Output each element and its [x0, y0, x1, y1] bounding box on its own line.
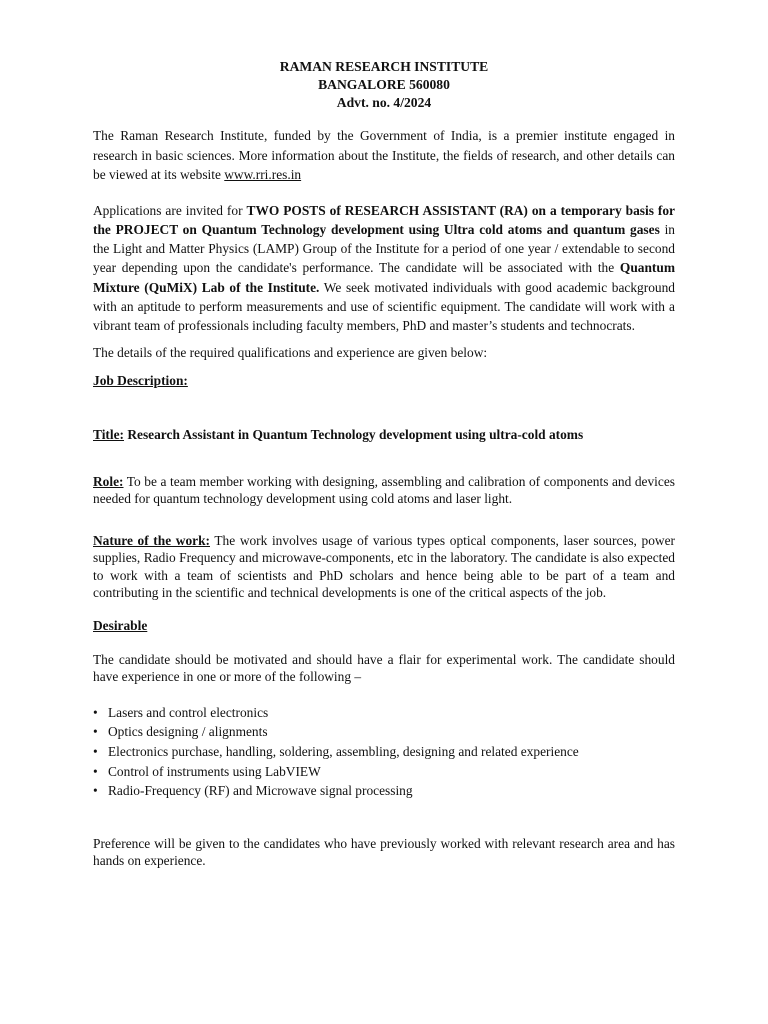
desirable-heading: Desirable: [93, 617, 148, 633]
list-item-text: Optics designing / alignments: [108, 724, 268, 740]
skills-list: [93, 703, 675, 801]
list-item: [93, 722, 675, 742]
job-description-heading: Job Description:: [93, 372, 188, 388]
role-label: Role:: [93, 473, 124, 489]
preference-paragraph: Preference will be given to the candidates who have previously worked with relevant research area and has hands on experience.: [93, 835, 675, 869]
job-description-heading-line: [93, 371, 675, 391]
advertisement-number: Advt. no. 4/2024: [336, 95, 432, 110]
nature-text: The work involves usage of various types optical components, laser sources, power supplies, Radio Frequency and microwave-components, etc in the laboratory. The candidate is also expected to work with a team of scientists and PhD scholars and hence being able to be part of a team and contributing in the scientific and technical developments is one of the critical aspects of the job.: [93, 532, 675, 601]
bullet-icon: •: [93, 704, 98, 720]
website-link[interactable]: www.rri.res.in: [224, 167, 302, 183]
bullet-icon: •: [93, 763, 98, 779]
application-text-3: We seek motivated individuals with good academic background with an aptitude to perform measurements and use of scientific equipment. The candidate will work with a vibrant team of professionals including faculty members, PhD and master’s students and technocrats.: [93, 279, 675, 333]
document-header: [93, 58, 675, 112]
intro-text: The Raman Research Institute, funded by the Government of India, is a premier institute engaged in research in basic sciences. More information about the Institute, the fields of research, and other details can be viewed at its website: [93, 128, 675, 183]
details-intro: The details of the required qualifications and experience are given below:: [93, 345, 488, 361]
application-text-1: Applications are invited for: [93, 202, 247, 218]
nature-section: [93, 532, 675, 602]
title-label: Title:: [93, 426, 124, 442]
role-section: [93, 473, 675, 508]
desirable-text: The candidate should be motivated and should have a flair for experimental work. The candidate should have experience in one or more of the following –: [93, 651, 675, 685]
list-item-text: Electronics purchase, handling, soldering, assembling, designing and related experience: [108, 743, 579, 759]
role-text: To be a team member working with designing, assembling and calibration of components and devices needed for quantum technology development using cold atoms and laser light.: [93, 473, 675, 507]
list-item: [93, 781, 675, 801]
posts-announcement: TWO POSTS of RESEARCH ASSISTANT (RA) on a temporary basis for the PROJECT on Quantum Technology development using Ultra cold atoms and quantum gases: [93, 202, 675, 237]
list-item-text: Radio-Frequency (RF) and Microwave signal processing: [108, 783, 413, 799]
title-section: [93, 425, 675, 445]
application-paragraph: [93, 201, 675, 335]
lab-name: Quantum Mixture (QuMiX) Lab of the Institute.: [93, 260, 675, 295]
list-item: [93, 762, 675, 782]
title-text: Research Assistant in Quantum Technology development using ultra-cold atoms: [124, 426, 584, 442]
nature-label: Nature of the work:: [93, 532, 210, 548]
desirable-heading-line: [93, 616, 675, 636]
institute-address: BANGALORE 560080: [318, 77, 450, 92]
bullet-icon: •: [93, 724, 98, 740]
bullet-icon: •: [93, 743, 98, 759]
list-item: [93, 742, 675, 762]
institute-name: RAMAN RESEARCH INSTITUTE: [279, 59, 489, 74]
application-text-2: in the Light and Matter Physics (LAMP) Group of the Institute for a period of one year / extendable to second year depending upon the candidate's performance. The candidate will be associated with the: [93, 221, 675, 276]
list-item-text: Lasers and control electronics: [108, 704, 269, 720]
bullet-icon: •: [93, 783, 98, 799]
list-item: [93, 703, 675, 723]
list-item-text: Control of instruments using LabVIEW: [108, 763, 321, 779]
intro-paragraph: [93, 126, 675, 185]
